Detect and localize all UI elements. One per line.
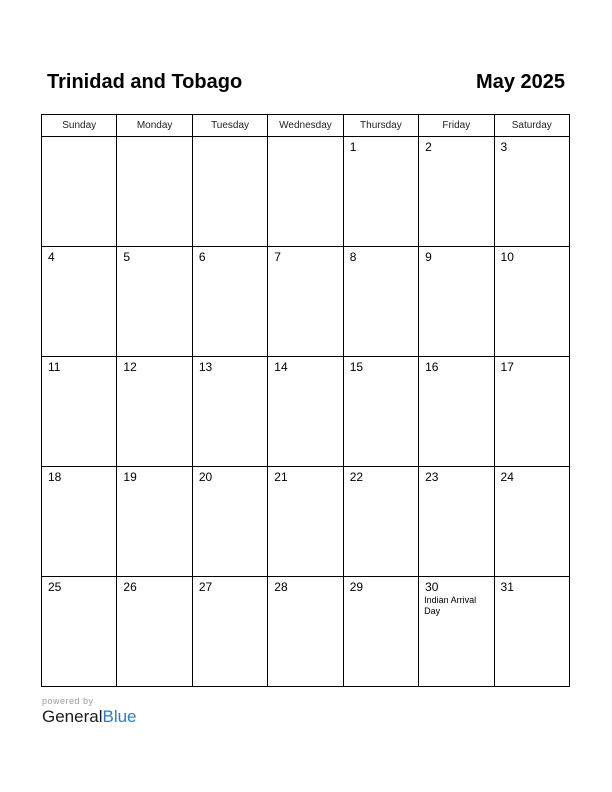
day-number: 1: [349, 140, 357, 154]
day-cell: [343, 577, 418, 687]
day-cell: [494, 467, 569, 577]
holiday-label: Indian Arrival Day: [424, 595, 477, 616]
day-number: [117, 137, 191, 140]
weekday-header: Sunday: [42, 115, 117, 137]
day-number: 7: [274, 250, 281, 264]
day-cell: [494, 357, 569, 467]
weekday-header: Saturday: [494, 115, 569, 137]
day-number: 5: [123, 250, 131, 264]
week-row: [42, 467, 570, 577]
day-number: 23: [425, 470, 439, 484]
day-number: 30: [425, 580, 439, 594]
calendar-month-title: May 2025: [476, 71, 565, 93]
brand-general-text: General: [42, 707, 103, 726]
day-cell: [268, 357, 343, 467]
day-number: 29: [349, 580, 364, 594]
day-cell: [42, 467, 117, 577]
week-row: [42, 247, 570, 357]
day-cell: [419, 577, 494, 687]
day-cell: [117, 357, 192, 467]
day-number: 20: [198, 470, 213, 484]
day-cell: [343, 247, 418, 357]
day-number: [42, 137, 116, 140]
footer-branding: [42, 696, 137, 727]
day-number: 26: [123, 580, 137, 594]
weekday-header: Thursday: [343, 115, 418, 137]
week-row: [42, 137, 570, 247]
day-number: 16: [425, 360, 439, 374]
brand-blue-text: Blue: [102, 707, 137, 726]
day-number: 21: [274, 470, 288, 484]
day-cell: [42, 357, 117, 467]
day-cell: [42, 577, 117, 687]
day-cell: [192, 577, 267, 687]
day-cell: [494, 577, 569, 687]
day-number: 10: [500, 250, 514, 264]
day-cell: [268, 467, 343, 577]
day-number: [268, 137, 342, 140]
day-number: 25: [48, 580, 62, 594]
day-cell: [42, 247, 117, 357]
day-number: 12: [123, 360, 137, 374]
day-number: 31: [500, 580, 514, 594]
day-cell: [343, 467, 418, 577]
day-cell: [494, 137, 569, 247]
brand-logo[interactable]: [42, 707, 137, 727]
day-cell: [343, 357, 418, 467]
day-number: 24: [500, 470, 514, 484]
day-cell: [117, 467, 192, 577]
day-number: 19: [123, 470, 137, 484]
day-cell: [419, 467, 494, 577]
day-cell: [343, 137, 418, 247]
day-number: 13: [198, 360, 213, 374]
day-cell: [42, 137, 117, 247]
day-number: 17: [500, 360, 514, 374]
day-number: 2: [425, 140, 432, 154]
day-number: 3: [500, 140, 508, 154]
day-cell: [268, 137, 343, 247]
day-number: 11: [48, 360, 61, 374]
weekday-header: Wednesday: [268, 115, 343, 137]
weekday-header: Monday: [117, 115, 192, 137]
day-number: 15: [349, 360, 364, 374]
day-number: 8: [349, 250, 357, 264]
day-cell: [419, 357, 494, 467]
day-cell: [494, 247, 569, 357]
day-cell: [419, 137, 494, 247]
day-cell: [117, 137, 192, 247]
day-cell: [419, 247, 494, 357]
day-number: 4: [48, 250, 55, 264]
day-cell: [192, 357, 267, 467]
week-row: [42, 357, 570, 467]
day-number: 6: [198, 250, 206, 264]
day-cell: [117, 577, 192, 687]
week-row: [42, 577, 570, 687]
day-number: 22: [349, 470, 364, 484]
powered-by-text: powered by: [42, 696, 94, 706]
day-cell: [268, 247, 343, 357]
day-cell: [117, 247, 192, 357]
day-number: [193, 137, 267, 140]
day-number: 28: [274, 580, 288, 594]
calendar-grid: [41, 114, 570, 687]
day-number: 27: [198, 580, 213, 594]
day-number: 14: [274, 360, 288, 374]
calendar-country-title: Trinidad and Tobago: [47, 71, 243, 93]
day-number: 18: [48, 470, 62, 484]
day-cell: [192, 247, 267, 357]
day-cell: [268, 577, 343, 687]
day-cell: [192, 137, 267, 247]
weekday-header-row: [42, 115, 570, 137]
day-number: 9: [425, 250, 432, 264]
day-cell: [192, 467, 267, 577]
weekday-header: Friday: [419, 115, 494, 137]
weekday-header: Tuesday: [192, 115, 267, 137]
